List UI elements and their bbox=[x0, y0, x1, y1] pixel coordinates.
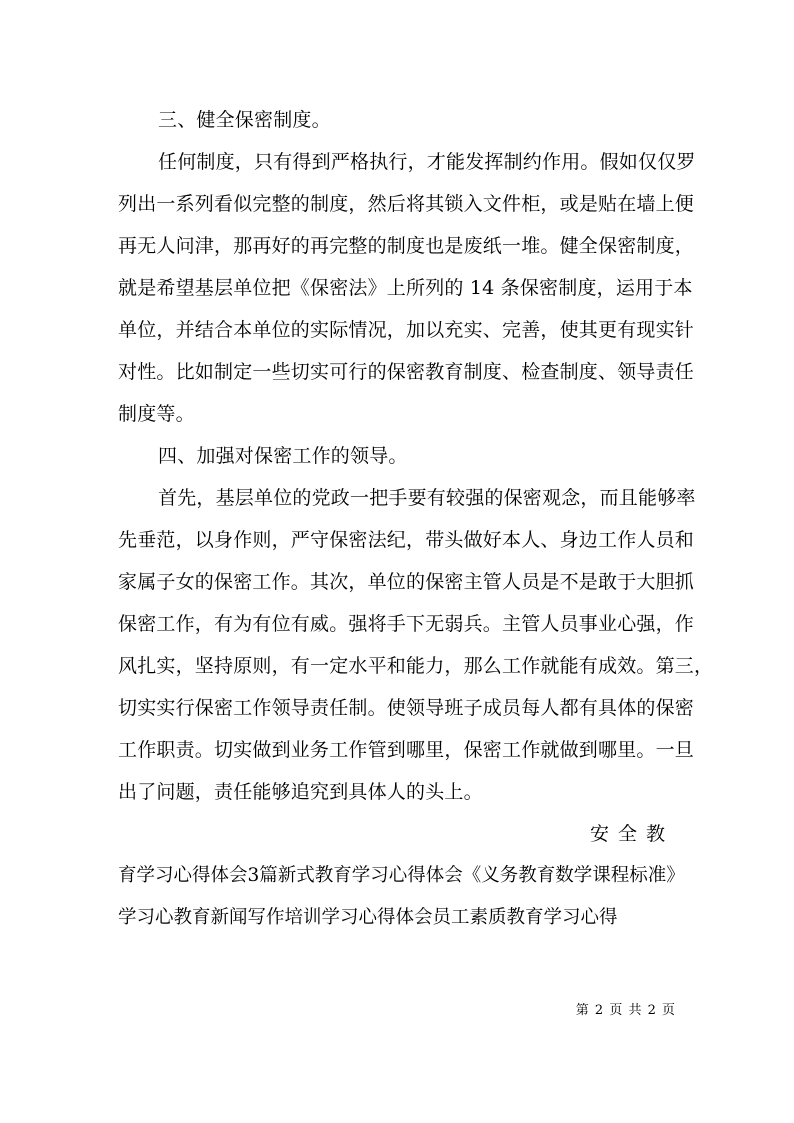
section3-line-6: 对性。比如制定一些切实可行的保密教育制度、检查制度、领导责任 bbox=[118, 361, 695, 383]
section3-heading: 三、健全保密制度。 bbox=[158, 109, 331, 131]
section4-line-1: 首先，基层单位的党政一把手要有较强的保密观念，而且能够率 bbox=[158, 487, 696, 509]
section3-line-5: 单位，并结合本单位的实际情况，加以充实、完善，使其更有现实针 bbox=[118, 319, 695, 341]
section4-line-2: 先垂范，以身作则，严守保密法纪，带头做好本人、身边工作人员和 bbox=[118, 529, 695, 551]
section3-line-3: 再无人问津，那再好的再完整的制度也是废纸一堆。健全保密制度， bbox=[118, 235, 695, 257]
related-line-1: 安全教 bbox=[589, 823, 674, 845]
section4-line-8: 出了问题，责任能够追究到具体人的头上。 bbox=[118, 781, 483, 803]
section4-line-5: 风扎实，坚持原则，有一定水平和能力，那么工作就能有成效。第三， bbox=[118, 655, 714, 677]
section4-line-7: 工作职责。切实做到业务工作管到哪里，保密工作就做到哪里。一旦 bbox=[118, 739, 695, 761]
section3-line-2: 列出一系列看似完整的制度，然后将其锁入文件柜，或是贴在墙上便 bbox=[118, 193, 695, 215]
section3-line-4: 就是希望基层单位把《保密法》上所列的 14 条保密制度，运用于本 bbox=[118, 277, 693, 299]
section3-line-1: 任何制度，只有得到严格执行，才能发挥制约作用。假如仅仅罗 bbox=[158, 151, 696, 173]
section4-line-3: 家属子女的保密工作。其次，单位的保密主管人员是不是敢于大胆抓 bbox=[118, 571, 695, 593]
section3-line-7: 制度等。 bbox=[118, 403, 195, 425]
section4-line-6: 切实实行保密工作领导责任制。使领导班子成员每人都有具体的保密 bbox=[118, 697, 695, 719]
section4-line-4: 保密工作，有为有位有威。强将手下无弱兵。主管人员事业心强，作 bbox=[118, 613, 695, 635]
related-line-3: 学习心教育新闻写作培训学习心得体会员工素质教育学习心得 bbox=[118, 907, 618, 928]
page-number: 第 2 页 共 2 页 bbox=[575, 1003, 676, 1018]
related-line-2: 育学习心得体会3篇新式教育学习心得体会《义务教育数学课程标准》 bbox=[118, 865, 685, 886]
section4-heading: 四、加强对保密工作的领导。 bbox=[158, 445, 408, 467]
